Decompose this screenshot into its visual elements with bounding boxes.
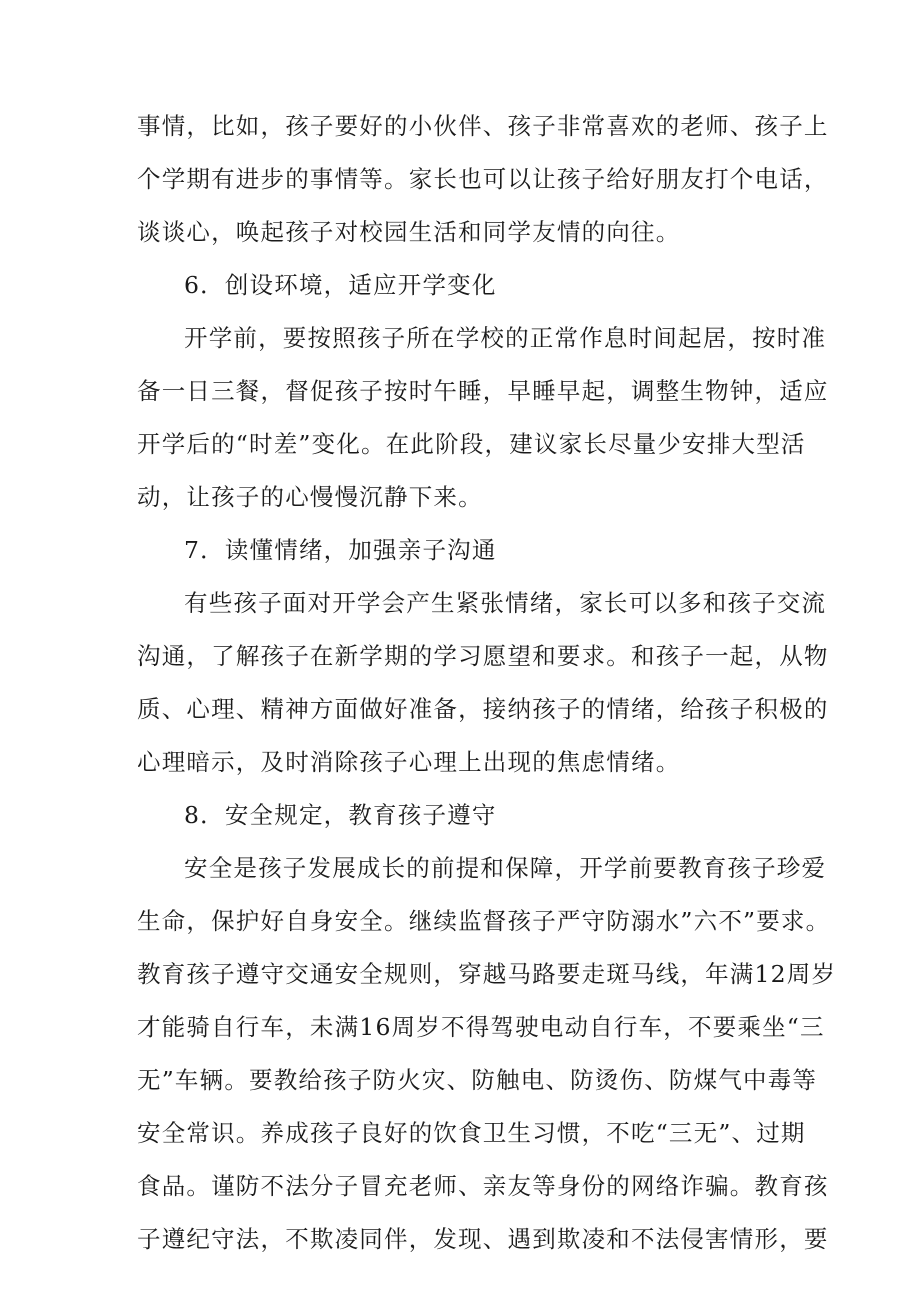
paragraph-line: 安全是孩子发展成长的前提和保障，开学前要教育孩子珍爱 — [184, 854, 827, 882]
section-heading-7: 7．读懂情绪，加强亲子沟通 — [184, 536, 497, 564]
paragraph-line: 安全常识。养成孩子良好的饮食卫生习惯，不吃“三无”、过期 — [137, 1119, 806, 1147]
section-heading-8: 8．安全规定，教育孩子遵守 — [184, 801, 497, 829]
paragraph-line: 有些孩子面对开学会产生紧张情绪，家长可以多和孩子交流 — [184, 589, 827, 617]
paragraph-line: 食品。谨防不法分子冒充老师、亲友等身份的网络诈骗。教育孩 — [137, 1172, 829, 1200]
paragraph-line: 子遵纪守法，不欺凌同伴，发现、遇到欺凌和不法侵害情形，要 — [137, 1225, 829, 1253]
paragraph-line: 个学期有进步的事情等。家长也可以让孩子给好朋友打个电话， — [137, 165, 829, 193]
paragraph-line: 谈谈心，唤起孩子对校园生活和同学友情的向往。 — [137, 218, 681, 246]
paragraph-line: 心理暗示，及时消除孩子心理上出现的焦虑情绪。 — [137, 748, 681, 776]
paragraph-line: 无”车辆。要教给孩子防火灾、防触电、防烫伤、防煤气中毒等 — [137, 1066, 818, 1094]
paragraph-line: 沟通，了解孩子在新学期的学习愿望和要求。和孩子一起，从物 — [137, 642, 829, 670]
paragraph-line: 才能骑自行车，未满16周岁不得驾驶电动自行车，不要乘坐“三 — [137, 1013, 825, 1041]
paragraph-line: 事情，比如，孩子要好的小伙伴、孩子非常喜欢的老师、孩子上 — [137, 112, 829, 140]
paragraph-line: 开学前，要按照孩子所在学校的正常作息时间起居，按时准 — [184, 324, 827, 352]
paragraph-line: 生命，保护好自身安全。继续监督孩子严守防溺水”六不”要求。 — [137, 907, 831, 935]
paragraph-line: 备一日三餐，督促孩子按时午睡，早睡早起，调整生物钟，适应 — [137, 377, 829, 405]
paragraph-line: 动，让孩子的心慢慢沉静下来。 — [137, 483, 483, 511]
paragraph-line: 质、心理、精神方面做好准备，接纳孩子的情绪，给孩子积极的 — [137, 695, 829, 723]
paragraph-line: 教育孩子遵守交通安全规则，穿越马路要走斑马线，年满12周岁 — [137, 960, 837, 988]
section-heading-6: 6．创设环境，适应开学变化 — [184, 271, 497, 299]
paragraph-line: 开学后的“时差”变化。在此阶段，建议家长尽量少安排大型活 — [137, 430, 806, 458]
